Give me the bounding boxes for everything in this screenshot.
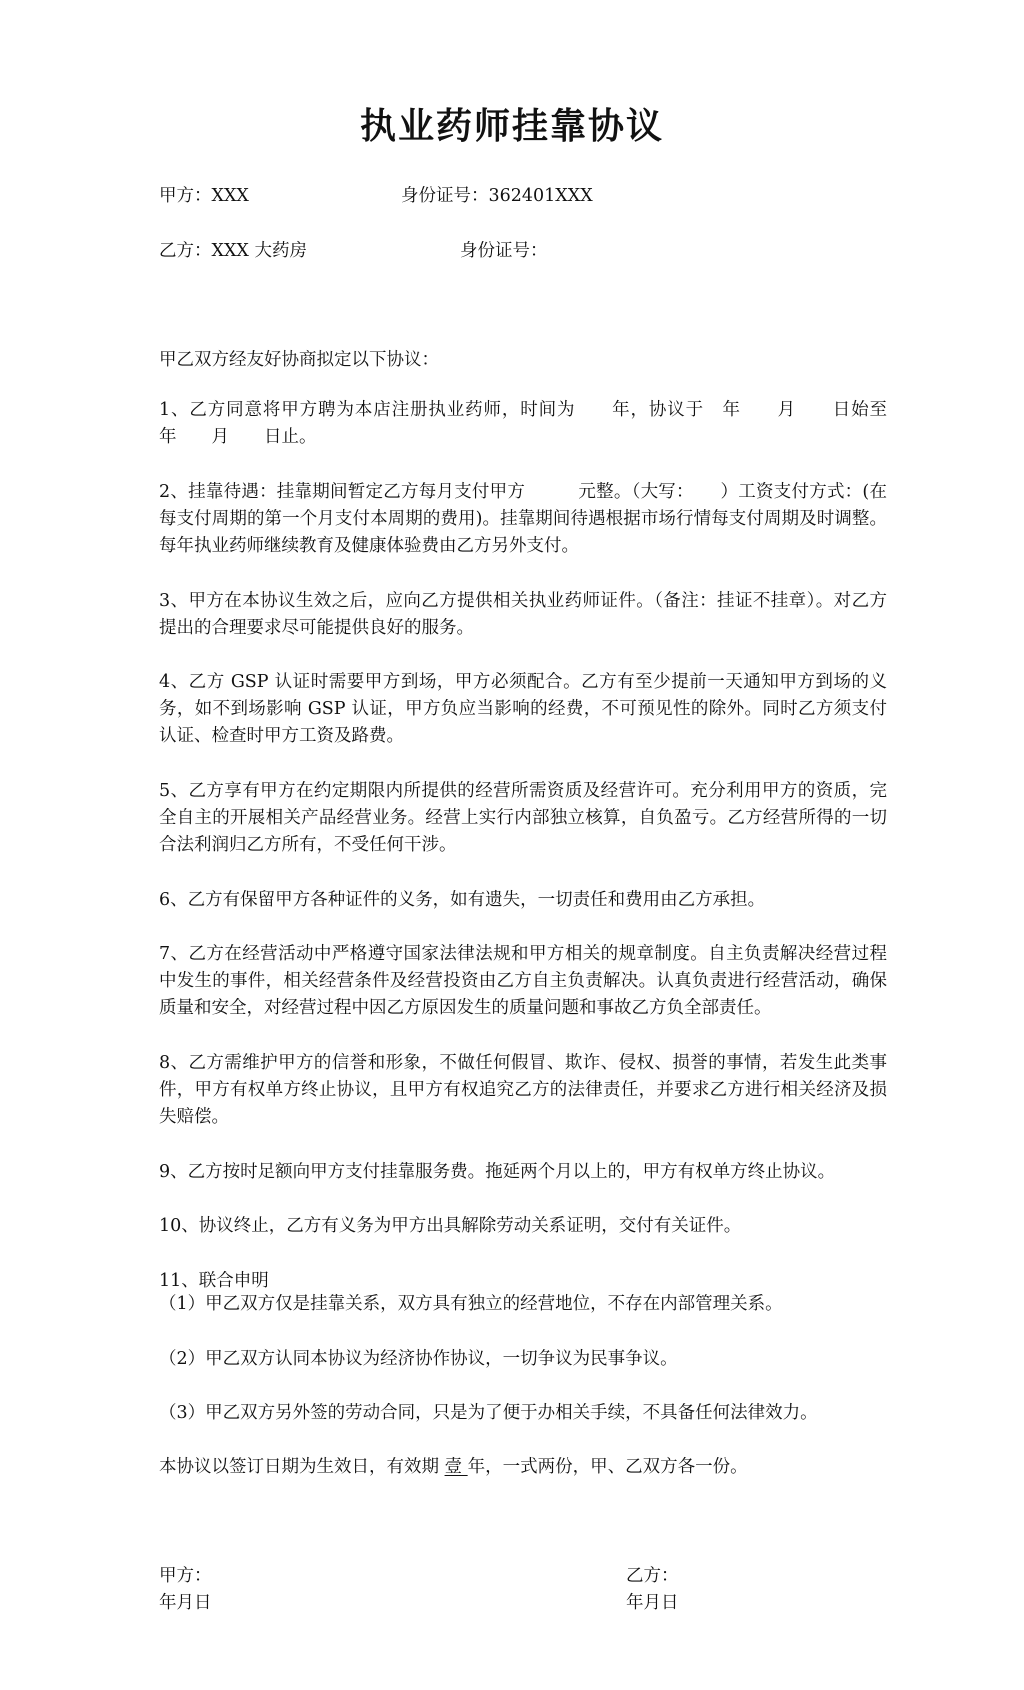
- clause-11-item-2: （2）甲乙双方认同本协议为经济协作协议，一切争议为民事争议。: [159, 1349, 678, 1369]
- clause-1: 1、乙方同意将甲方聘为本店注册执业药师，时间为 年，协议于 年 月 日始至 年 月 日止。: [159, 400, 922, 447]
- validity-before: 本协议以签订日期为生效日，有效期: [159, 1457, 445, 1477]
- clause-11-item-3: （3）甲乙双方另外签的劳动合同，只是为了便于办相关手续，不具备任何法律效力。: [159, 1403, 818, 1423]
- clause-4: 4、乙方 GSP 认证时需要甲方到场，甲方必须配合。乙方有至少提前一天通知甲方到场的义务，如不到场影响 GSP 认证，甲方负应当影响的经费，不可预见性的除外。同时乙方须支付认证、检查时甲方工资及路费。: [159, 672, 887, 746]
- party-a-name: 甲方：XXX: [159, 186, 249, 206]
- signature-party-b-date: 年月日: [626, 1593, 679, 1613]
- clause-2: 2、挂靠待遇：挂靠期间暂定乙方每月支付甲方 元整。（大写： ）工资支付方式：(在每支付周期的第一个月支付本周期的费用)。挂靠期间待遇根据市场行情每支付周期及时调整。每年执业药师继续教育及健康体验费由乙方另外支付。: [159, 482, 887, 556]
- signature-party-b-label: 乙方：: [626, 1566, 679, 1586]
- clause-7: 7、乙方在经营活动中严格遵守国家法律法规和甲方相关的规章制度。自主负责解决经营过程中发生的事件，相关经营条件及经营投资由乙方自主负责解决。认真负责进行经营活动，确保质量和安全，对经营过程中因乙方原因发生的质量问题和事故乙方负全部责任。: [159, 944, 887, 1018]
- intro-text: 甲乙双方经友好协商拟定以下协议：: [159, 350, 439, 370]
- party-a-id: 身份证号：362401XXX: [401, 186, 593, 206]
- signature-party-a-date: 年月日: [159, 1593, 212, 1613]
- party-b-name: 乙方：XXX 大药房: [159, 241, 307, 261]
- party-b-id: 身份证号：: [460, 241, 548, 261]
- clause-11-heading: 11、联合申明: [159, 1271, 269, 1291]
- clause-10: 10、协议终止，乙方有义务为甲方出具解除劳动关系证明，交付有关证件。: [159, 1216, 742, 1236]
- clause-11-item-1: （1）甲乙双方仅是挂靠关系，双方具有独立的经营地位，不存在内部管理关系。: [159, 1294, 783, 1314]
- clause-6: 6、乙方有保留甲方各种证件的义务，如有遗失，一切责任和费用由乙方承担。: [159, 890, 766, 910]
- clause-9: 9、乙方按时足额向甲方支付挂靠服务费。拖延两个月以上的，甲方有权单方终止协议。: [159, 1162, 836, 1182]
- signature-party-a-label: 甲方：: [159, 1566, 212, 1586]
- clause-3: 3、甲方在本协议生效之后，应向乙方提供相关执业药师证件。（备注：挂证不挂章）。对乙方提出的合理要求尽可能提供良好的服务。: [159, 591, 887, 638]
- clause-8: 8、乙方需维护甲方的信誉和形象，不做任何假冒、欺诈、侵权、损誉的事情，若发生此类事件，甲方有权单方终止协议，且甲方有权追究乙方的法律责任，并要求乙方进行相关经济及损失赔偿。: [159, 1053, 887, 1127]
- document-title: 执业药师挂靠协议: [359, 106, 664, 147]
- validity-term: 壹: [444, 1457, 468, 1477]
- clause-5: 5、乙方享有甲方在约定期限内所提供的经营所需资质及经营许可。充分利用甲方的资质，完全自主的开展相关产品经营业务。经营上实行内部独立核算，自负盈亏。乙方经营所得的一切合法利润归乙方所有，不受任何干涉。: [159, 781, 887, 855]
- validity-after: 年，一式两份，甲、乙双方各一份。: [467, 1457, 748, 1477]
- validity-statement: [159, 1453, 748, 1478]
